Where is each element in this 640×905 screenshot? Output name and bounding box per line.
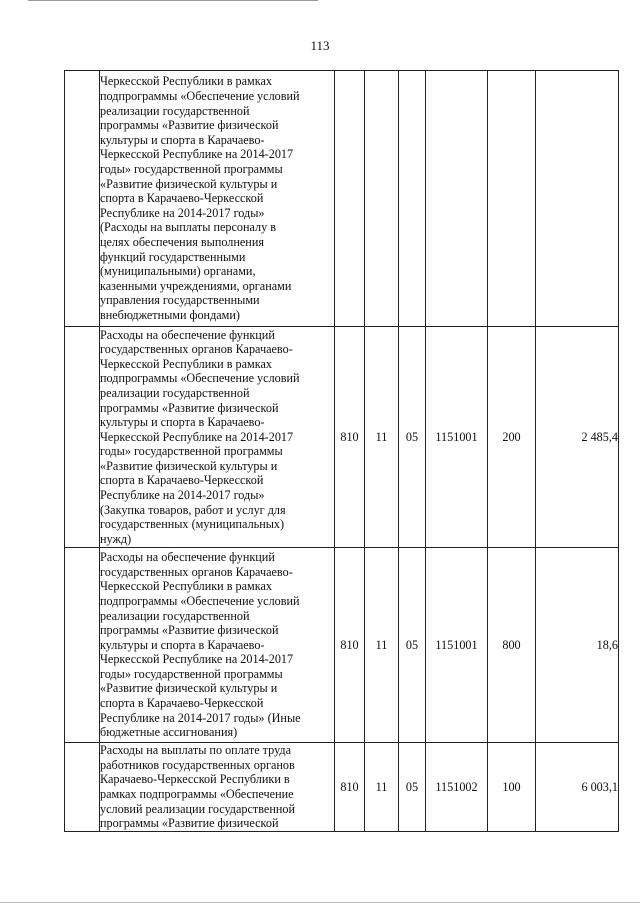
grbs-code: 810: [335, 327, 365, 548]
target-item-code: 1151001: [426, 548, 488, 743]
expense-type-code: [488, 71, 536, 327]
target-item-code: 1151001: [426, 327, 488, 548]
row-number-cell: [65, 743, 100, 832]
grbs-code: 810: [335, 548, 365, 743]
expense-description: [100, 548, 335, 743]
target-item-code: 1151002: [426, 743, 488, 832]
expense-type-code: 800: [488, 548, 536, 743]
row-number-cell: [65, 548, 100, 743]
grbs-code: [335, 71, 365, 327]
expense-description: [100, 743, 335, 832]
scan-bottom-line: [0, 902, 640, 903]
subsection-code: 05: [399, 548, 426, 743]
description-text: Расходы на обеспечение функций государственных органов Карачаево- Черкесской Республики в рамках подпрограммы «Обеспечение условий реализации государственной программы «Развитие физической культуры и спорта в Карачаево- Черкесской Республике на 2014-2017 годы» государственной программы «Развитие физической культуры и спорта в Карачаево-Черкесской Республике на 2014-2017 годы» (Иные бюджетные ассигнования): [100, 550, 301, 740]
grbs-code: 810: [335, 743, 365, 832]
table-row: [65, 548, 619, 743]
section-code: 11: [365, 548, 399, 743]
description-text: Черкесской Республики в рамках подпрограммы «Обеспечение условий реализации государственной программы «Развитие физической культуры и спорта в Карачаево- Черкесской Республике на 2014-2017 годы» государственной программы «Развитие физической культуры и спорта в Карачаево-Черкесской Республике на 2014-2017 годы» (Расходы на выплаты персоналу в целях обеспечения выполнения функций государственными (муниципальными) органами, казенными учреждениями, органами управления государственными внебюджетными фондами): [100, 74, 300, 322]
table-row: [65, 743, 619, 832]
target-item-code: [426, 71, 488, 327]
scan-top-line: [28, 0, 318, 1]
subsection-code: 05: [399, 743, 426, 832]
section-code: 11: [365, 327, 399, 548]
amount: 18,6: [536, 548, 619, 743]
page-number: 113: [310, 38, 330, 53]
subsection-code: 05: [399, 327, 426, 548]
expense-description: [100, 71, 335, 327]
row-number-cell: [65, 71, 100, 327]
subsection-code: [399, 71, 426, 327]
table-row: [65, 71, 619, 327]
amount: 2 485,4: [536, 327, 619, 548]
amount: 6 003,1: [536, 743, 619, 832]
section-code: [365, 71, 399, 327]
amount: [536, 71, 619, 327]
expense-type-code: 100: [488, 743, 536, 832]
description-text: Расходы на обеспечение функций государственных органов Карачаево- Черкесской Республики в рамках подпрограммы «Обеспечение условий реализации государственной программы «Развитие физической культуры и спорта в Карачаево- Черкесской Республике на 2014-2017 годы» государственной программы «Развитие физической культуры и спорта в Карачаево-Черкесской Республике на 2014-2017 годы» (Закупка товаров, работ и услуг для государственных (муниципальных) нужд): [100, 327, 300, 546]
table-row: [65, 327, 619, 548]
section-code: 11: [365, 743, 399, 832]
description-text: Расходы на выплаты по оплате труда работников государственных органов Карачаево-Черкесской Республики в рамках подпрограммы «Обеспечение условий реализации государственной программы «Развитие физической: [100, 743, 295, 831]
expense-description: [100, 327, 335, 548]
expense-type-code: 200: [488, 327, 536, 548]
row-number-cell: [65, 327, 100, 548]
budget-table: [64, 70, 619, 832]
